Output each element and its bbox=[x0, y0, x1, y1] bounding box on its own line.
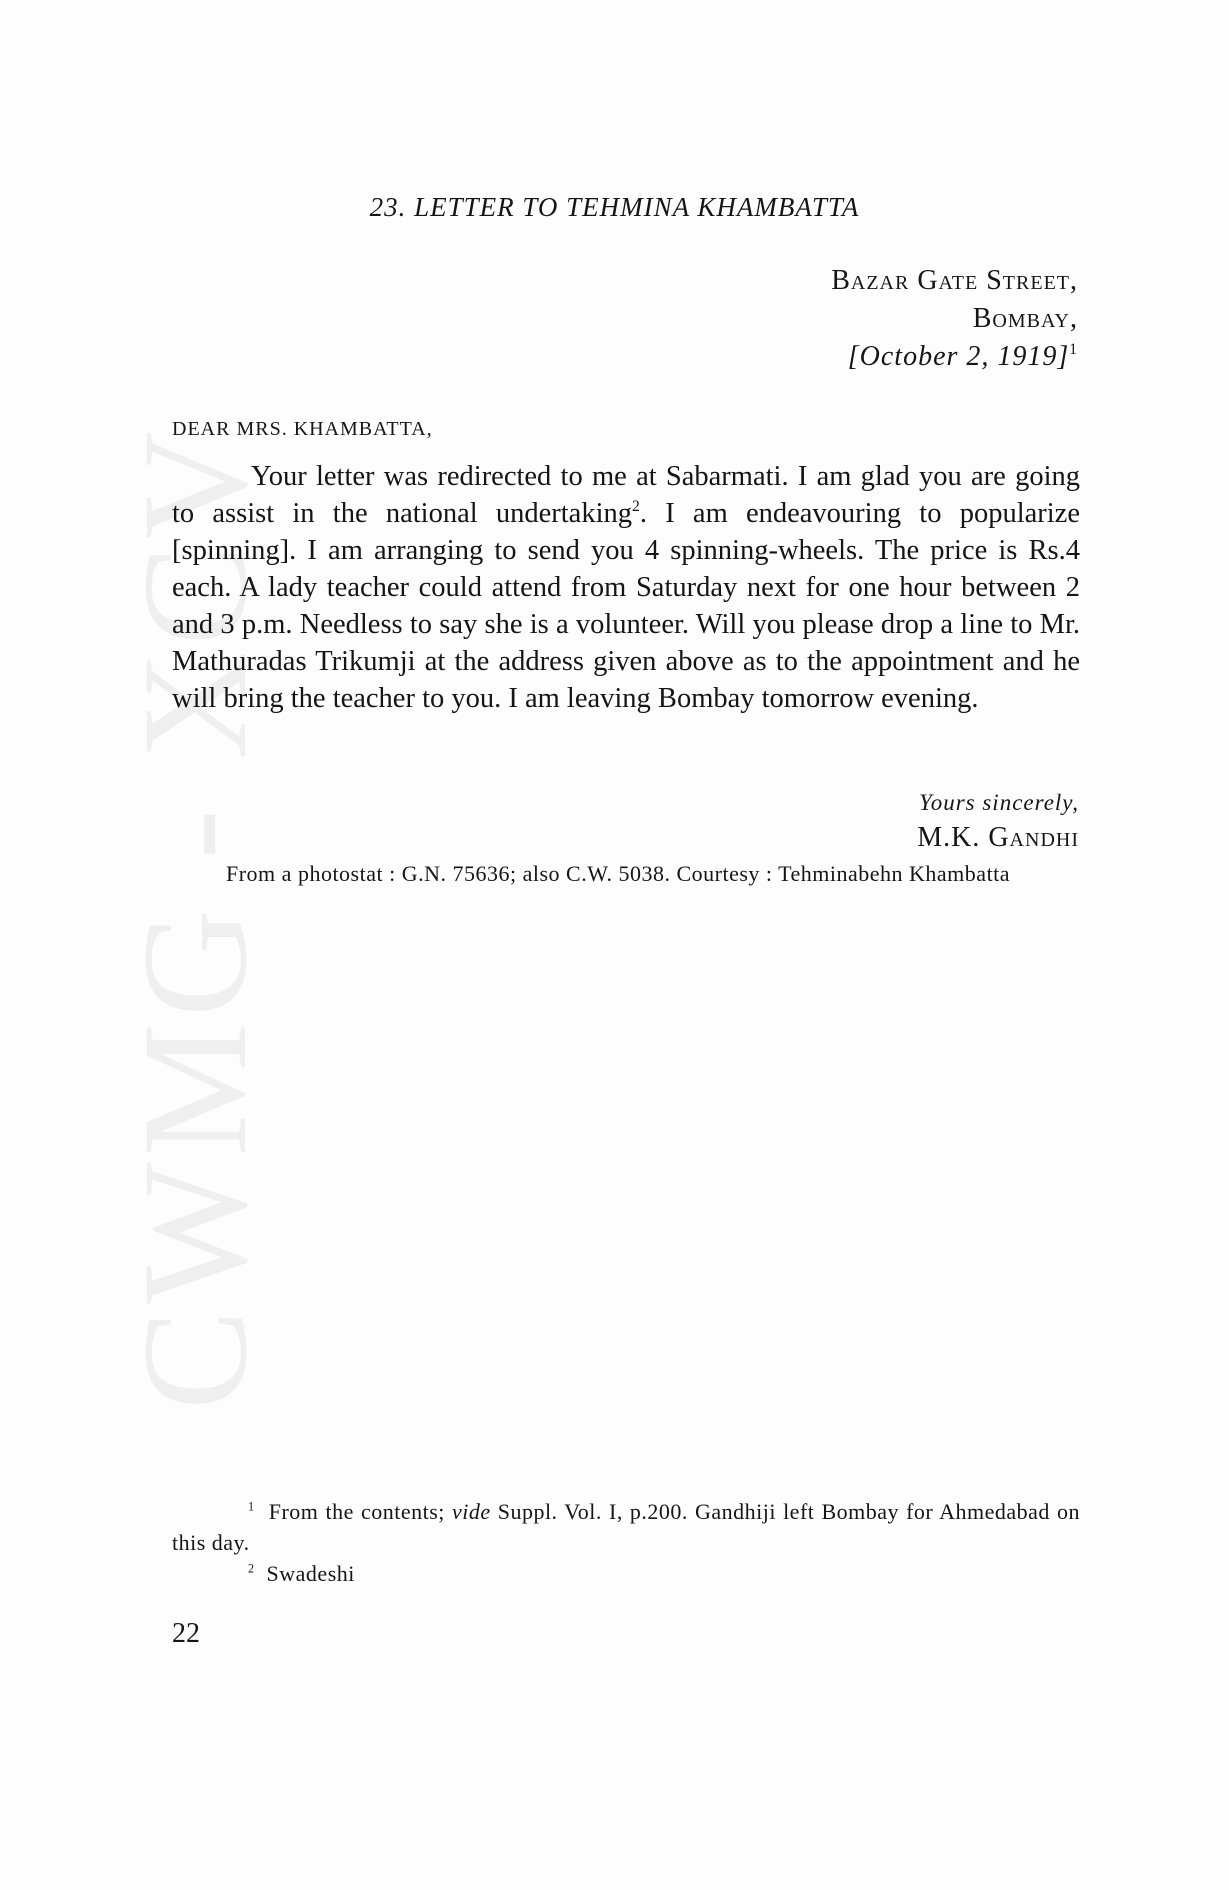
body-part-2: . I am endeavouring to popularize [spinning]. I am arranging to send you 4 spinning-wheels. The price is Rs.4 each. A lady teacher could attend from Saturday next for one hour between 2 and 3 p.m. Needless to say she is a volunteer. Will you please drop a line to Mr. Mathuradas Trikumji at the address given above as to the appointment and he will bring the teacher to you. I am leaving Bombay tomorrow evening. bbox=[172, 498, 1080, 714]
footnote-text: Swadeshi bbox=[266, 1561, 355, 1586]
watermark: CWMG - XCV bbox=[112, 425, 278, 1410]
footnote-italic: vide bbox=[451, 1499, 491, 1524]
footnote-text: Suppl. Vol. I, p.200. Gandhiji left Bombay for Ahmedabad on this day. bbox=[172, 1499, 1081, 1555]
page-number: 22 bbox=[172, 1618, 200, 1649]
letter-heading: 23. LETTER TO TEHMINA KHAMBATTA bbox=[369, 192, 860, 222]
letter-body bbox=[172, 458, 1080, 717]
footnote-2 bbox=[172, 1558, 1080, 1589]
footnote-marker: 2 bbox=[248, 1561, 255, 1576]
salutation: DEAR MRS. KHAMBATTA, bbox=[172, 418, 433, 440]
footnote-ref-2: 2 bbox=[632, 498, 640, 516]
footnote-ref-1: 1 bbox=[1069, 341, 1078, 359]
footnote-text: From the contents; bbox=[268, 1499, 452, 1524]
body-part-1: Your letter was redirected to me at Sabarmati. I am glad you are going to assist in the national undertaking bbox=[172, 461, 1080, 529]
letter-date: [October 2, 1919] bbox=[847, 341, 1070, 372]
sender-address bbox=[831, 262, 1078, 376]
footnote-marker: 1 bbox=[248, 1499, 255, 1514]
source-note: From a photostat : G.N. 75636; also C.W. 5038. Courtesy : Tehminabehn Khambatta bbox=[226, 861, 1011, 886]
address-city: Bombay, bbox=[972, 303, 1078, 334]
address-street: Bazar Gate Street, bbox=[831, 265, 1078, 296]
signature: M.K. Gandhi bbox=[917, 822, 1079, 853]
letter-date-line bbox=[831, 338, 1078, 376]
closing: Yours sincerely, bbox=[919, 790, 1079, 815]
footnote-1 bbox=[172, 1496, 1080, 1558]
